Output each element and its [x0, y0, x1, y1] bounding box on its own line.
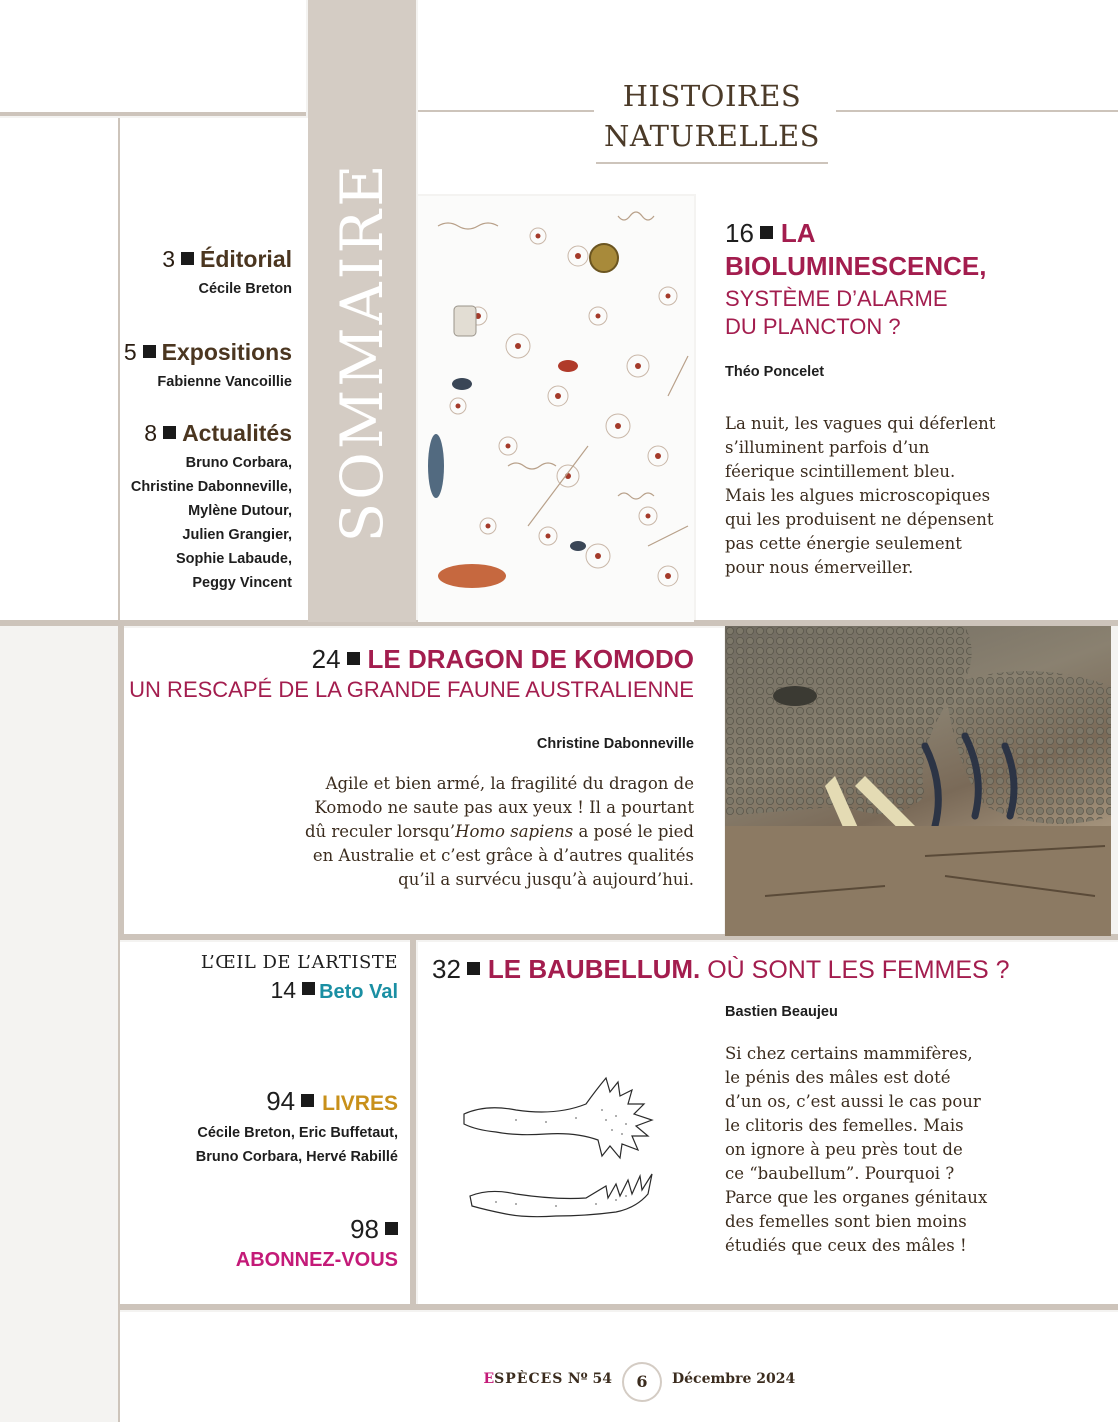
square-bullet-icon [467, 962, 480, 975]
page-footer [0, 1362, 1118, 1402]
toc-title: Expositions [161, 339, 292, 365]
section-title-line2: NATURELLES [603, 119, 821, 153]
square-bullet-icon [760, 226, 773, 239]
article-subtitle: OÙ SONT LES FEMMES ? [700, 956, 1010, 984]
body-line: La nuit, les vagues qui déferlent [725, 414, 996, 433]
frame-rule [0, 112, 306, 116]
body-line: Si chez certains mammifères, [725, 1044, 973, 1063]
article-title: LE DRAGON DE KOMODO [367, 644, 694, 674]
body-line: féerique scintillement bleu. [725, 462, 956, 481]
plankton-illustration [418, 196, 694, 622]
plankton-image [418, 196, 694, 622]
toc-title: Éditorial [199, 246, 292, 272]
abonnez-page-number: 98 [350, 1214, 379, 1244]
footer-brand-rest: SPÈCES [494, 1371, 564, 1387]
article-author: Théo Poncelet [725, 364, 825, 380]
footer-date: Décembre 2024 [672, 1371, 796, 1387]
article-page-number: 16 [725, 218, 754, 248]
article-body [305, 772, 694, 892]
artist-page-number: 14 [270, 977, 297, 1003]
top-left-panel [0, 0, 306, 112]
baubellum-drawing [456, 1070, 676, 1250]
toc-author: Christine Dabonneville, [130, 479, 292, 495]
page-number-circle [622, 1362, 662, 1402]
toc-page-number: 3 [162, 246, 175, 272]
body-line: le clitoris des femelles. Mais [725, 1116, 964, 1135]
left-strip-panel [0, 118, 118, 620]
body-line: étudiés que ceux des mâles ! [725, 1236, 967, 1255]
toc-entry-expositions[interactable] [124, 339, 292, 394]
artist-entry[interactable] [201, 952, 398, 1004]
body-italic: Homo sapiens [455, 822, 574, 841]
body-line: qu’il a survécu jusqu’à aujourd’hui. [398, 870, 694, 889]
article-body [725, 1042, 1105, 1258]
header-rule [418, 110, 594, 112]
square-bullet-icon [302, 982, 315, 995]
square-bullet-icon [143, 345, 156, 358]
square-bullet-icon [181, 252, 194, 265]
square-bullet-icon [385, 1222, 398, 1235]
body-line: d’un os, c’est aussi le cas pour [725, 1092, 981, 1111]
toc-page-number: 5 [123, 339, 137, 365]
livres-entry[interactable] [196, 1086, 398, 1169]
square-bullet-icon [347, 652, 360, 665]
sommaire-title: SOMMAIRE [328, 161, 396, 543]
section-header [596, 76, 828, 156]
body-line: ce “baubellum”. Pourquoi ? [725, 1164, 955, 1183]
toc-entry-editorial[interactable] [162, 246, 292, 301]
toc-author: Peggy Vincent [192, 575, 292, 591]
body-line: Agile et bien armé, la fragilité du dragon de [325, 774, 694, 793]
abonnez-entry[interactable] [236, 1214, 398, 1272]
frame-rule [118, 940, 120, 1306]
abonnez-title[interactable]: ABONNEZ-VOUS [235, 1249, 398, 1271]
toc-author: Julien Grangier, [182, 527, 292, 543]
body-line: qui les produisent ne dépensent [725, 510, 994, 529]
frame-rule [410, 940, 416, 1306]
article-author: Christine Dabonneville [536, 736, 694, 752]
article1-header[interactable] [725, 218, 986, 340]
article3-header[interactable] [432, 954, 1010, 985]
footer-brand-initial: E [483, 1371, 495, 1387]
square-bullet-icon [163, 426, 176, 439]
livres-author: Bruno Corbara, Hervé Rabillé [195, 1149, 398, 1165]
baubellum-sketch [456, 1070, 676, 1250]
body-line: Komodo ne saute pas aux yeux ! Il a pourtant [314, 798, 694, 817]
footer-brand [483, 1371, 612, 1387]
article-title: LE BAUBELLUM. [487, 954, 701, 984]
body-line: pas cette énergie seulement [725, 534, 962, 553]
body-line: le pénis des mâles est doté [725, 1068, 951, 1087]
komodo-dragon-image [725, 626, 1111, 936]
toc-author: Bruno Corbara, [185, 455, 292, 471]
body-line: pour nous émerveiller. [725, 558, 914, 577]
article-page-number: 24 [311, 644, 341, 674]
toc-author: Fabienne Vancoillie [157, 374, 292, 390]
toc-page-number: 8 [144, 420, 158, 446]
article-subtitle: UN RESCAPÉ DE LA GRANDE FAUNE AUSTRALIENNE [129, 677, 694, 702]
frame-rule [118, 626, 124, 936]
article-author: Bastien Beaujeu [725, 1004, 838, 1020]
toc-title: Actualités [182, 420, 292, 446]
header-rule [836, 110, 1118, 112]
toc-entry-actualites[interactable] [131, 420, 292, 595]
body-line: en Australie et c’est grâce à d’autres qualités [312, 846, 694, 865]
square-bullet-icon [301, 1094, 314, 1107]
frame-rule [118, 1304, 1118, 1310]
article2-header[interactable] [129, 644, 694, 703]
toc-author: Mylène Dutour, [188, 503, 292, 519]
artist-name: Beto Val [319, 981, 398, 1003]
article-body [725, 412, 1095, 580]
body-text: a posé le pied [573, 822, 694, 841]
livres-title: LIVRES [322, 1092, 398, 1115]
komodo-illustration [725, 626, 1111, 936]
artist-label: L’ŒIL DE L’ARTISTE [200, 952, 398, 973]
article-page-number: 32 [432, 954, 461, 984]
page-number: 6 [636, 1372, 648, 1391]
header-underline [596, 162, 828, 164]
body-line: s’illuminent parfois d’un [725, 438, 930, 457]
body-line: des femelles sont bien moins [725, 1212, 967, 1231]
livres-page-number: 94 [266, 1086, 296, 1116]
body-line: Parce que les organes génitaux [725, 1188, 988, 1207]
section-title-line1: HISTOIRES [622, 79, 802, 113]
article-title: BIOLUMINESCENCE, [725, 251, 987, 281]
body-line [305, 820, 694, 844]
toc-author: Sophie Labaude, [175, 551, 292, 567]
body-text: dû reculer lorsqu’ [304, 822, 456, 841]
article-title: LA [780, 218, 816, 248]
toc-author: Cécile Breton [198, 281, 292, 297]
article-subtitle: DU PLANCTON ? [725, 314, 901, 339]
body-line: on ignore à peu près tout de [725, 1140, 963, 1159]
body-line: Mais les algues microscopiques [725, 486, 991, 505]
frame-rule [118, 118, 120, 620]
footer-issue: Nº 54 [567, 1371, 612, 1387]
article-subtitle: SYSTÈME D’ALARME [725, 286, 948, 311]
livres-author: Cécile Breton, Eric Buffetaut, [197, 1125, 398, 1141]
